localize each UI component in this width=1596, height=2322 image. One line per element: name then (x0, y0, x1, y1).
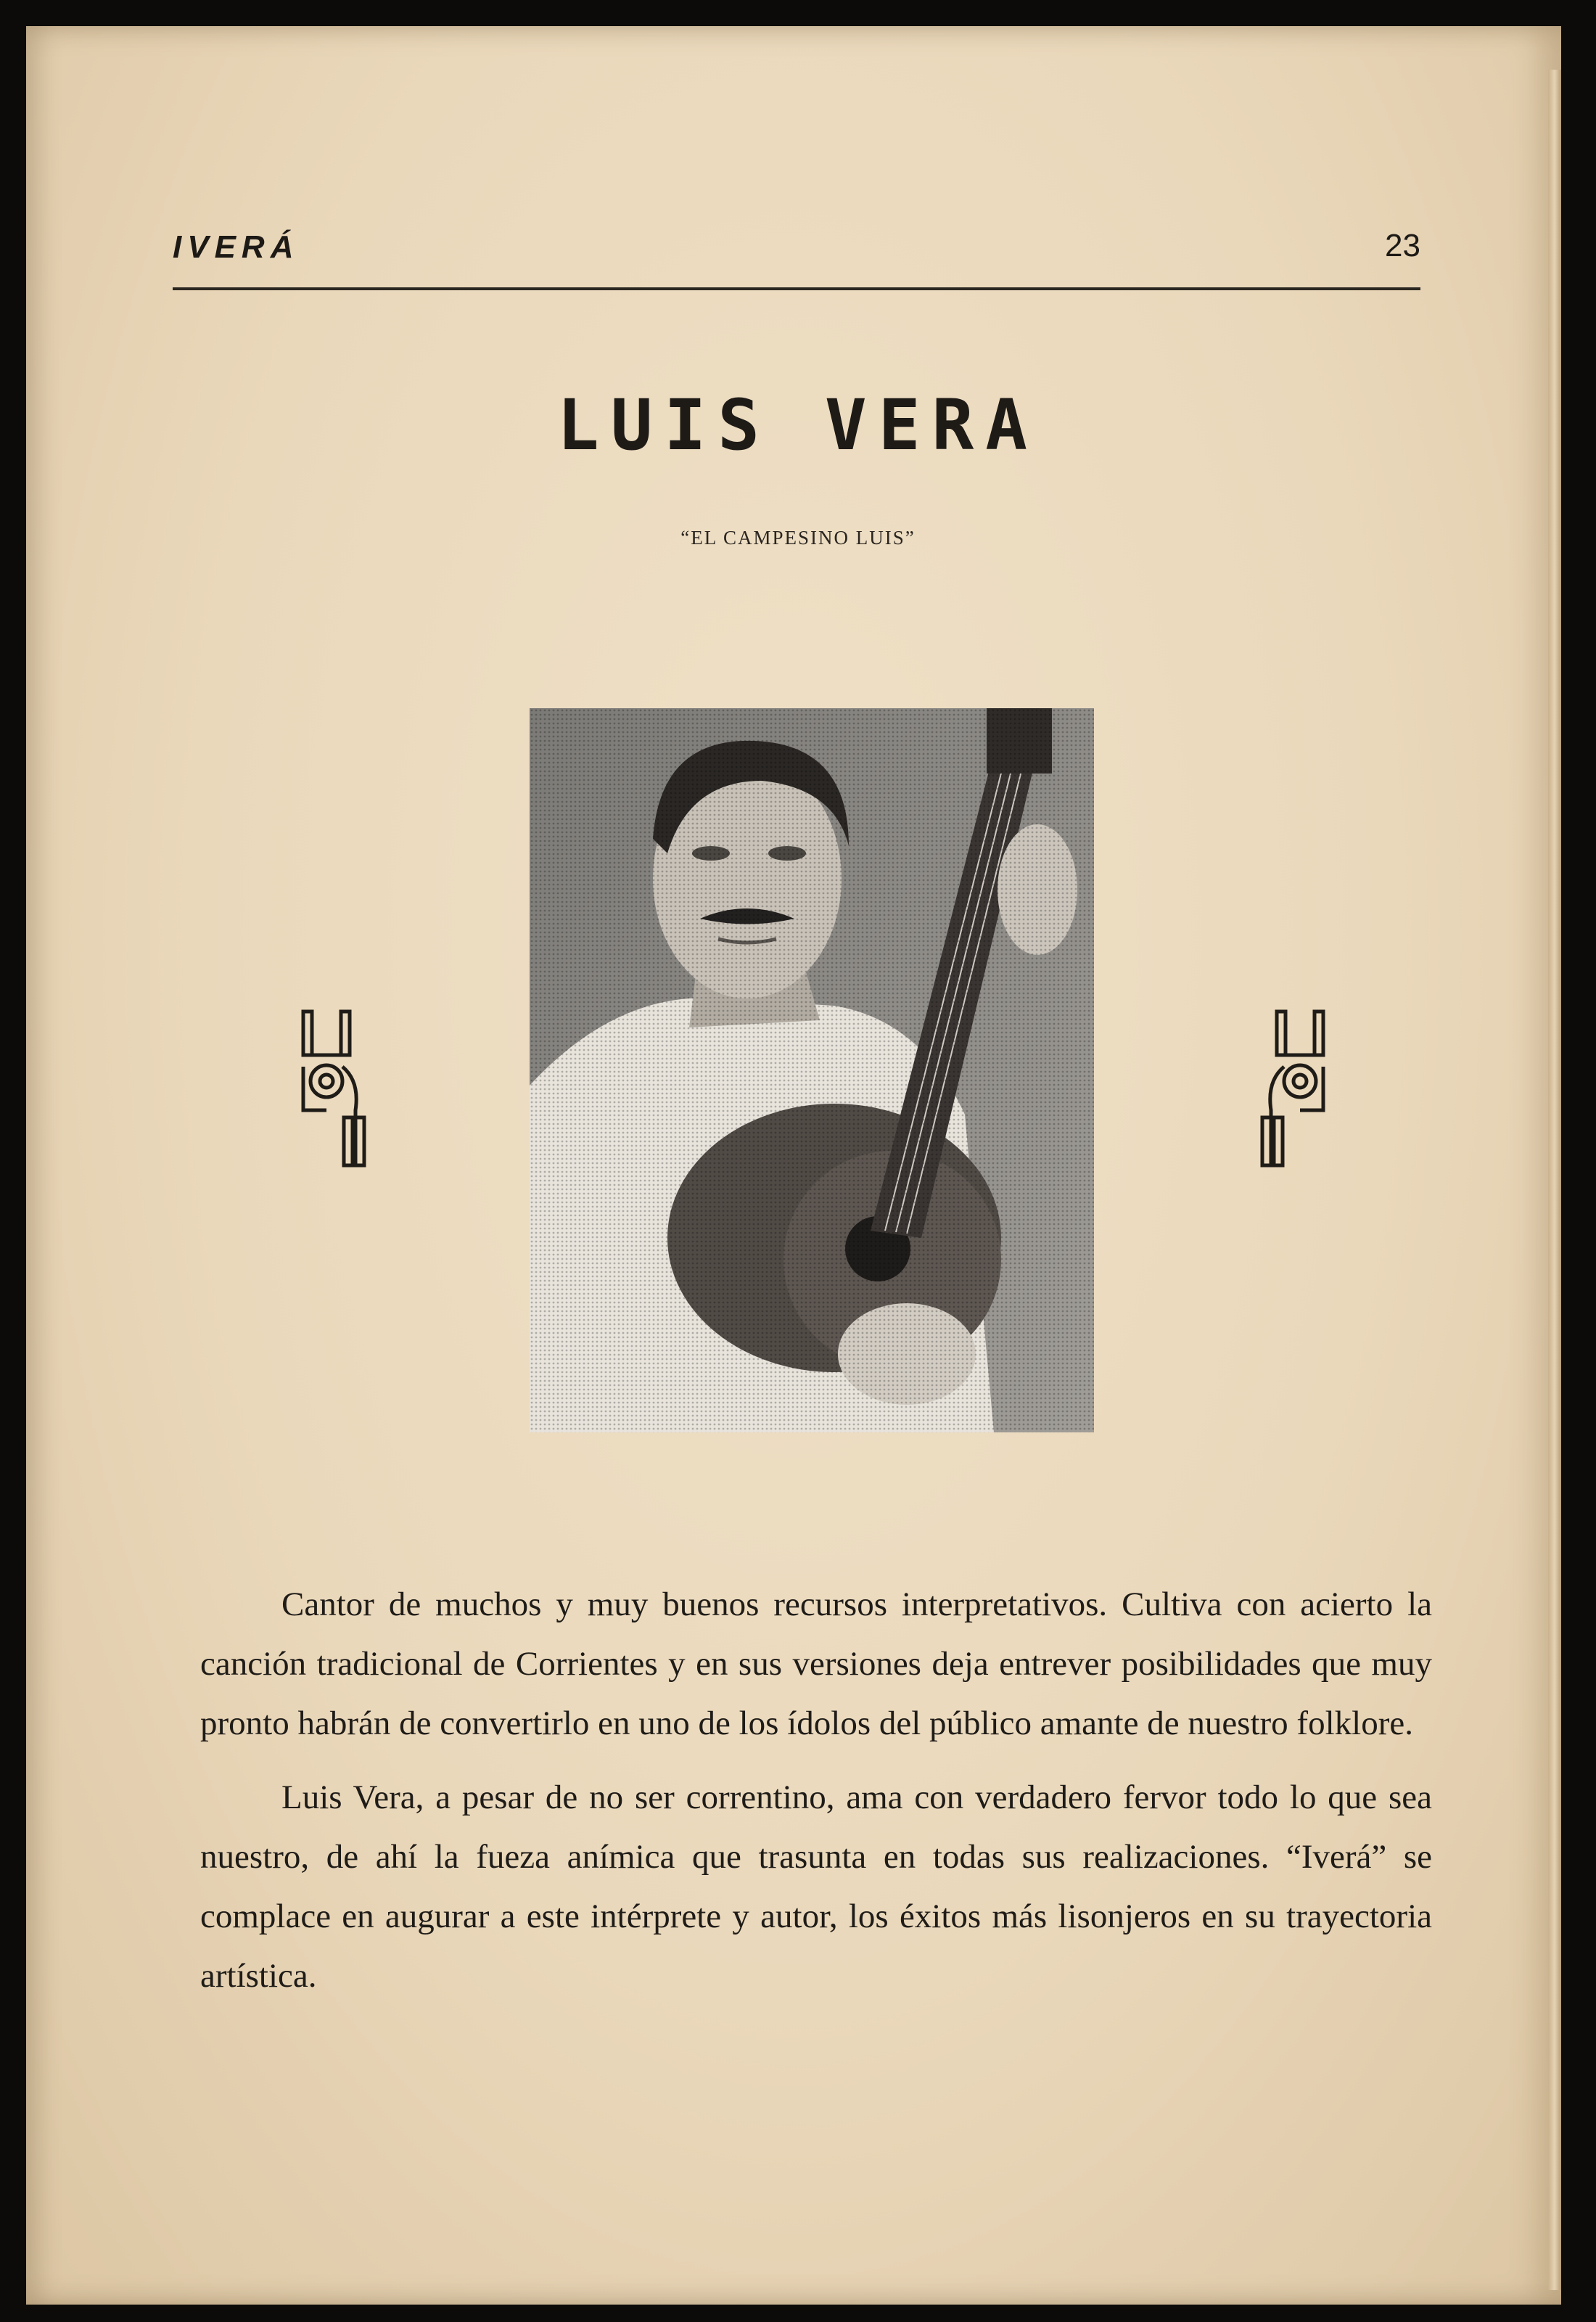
decorative-glyph-icon (1256, 1009, 1329, 1168)
magazine-name: IVERÁ (173, 229, 300, 265)
article-subtitle: “EL CAMPESINO LUIS” (680, 527, 916, 549)
page-number: 23 (1385, 228, 1420, 263)
article-body (200, 1575, 1432, 2020)
portrait-photo (530, 708, 1094, 1432)
article-paragraph: Cantor de muchos y muy buenos recursos interpretativos. Cultiva con acierto la canción tradicional de Corrientes y en sus versiones deja entrever posibilidades que muy pronto habrán de convertirlo en uno de los ídolos del público amante de nuestro folklore. (200, 1585, 1432, 1742)
article-title: LUIS VERA (556, 385, 1040, 466)
header-rule (173, 287, 1420, 290)
running-header (173, 208, 1420, 295)
article-paragraph: Luis Vera, a pesar de no ser correntino, ama con verdadero fervor todo lo que sea nuestro, de ahí la fueza anímica que trasunta en todas sus realizaciones. “Iverá” se complace en augurar a este intérprete y autor, los éxitos más lisonjeros en su trayectoria artística. (200, 1779, 1432, 1995)
decorative-glyph-icon (297, 1009, 370, 1168)
